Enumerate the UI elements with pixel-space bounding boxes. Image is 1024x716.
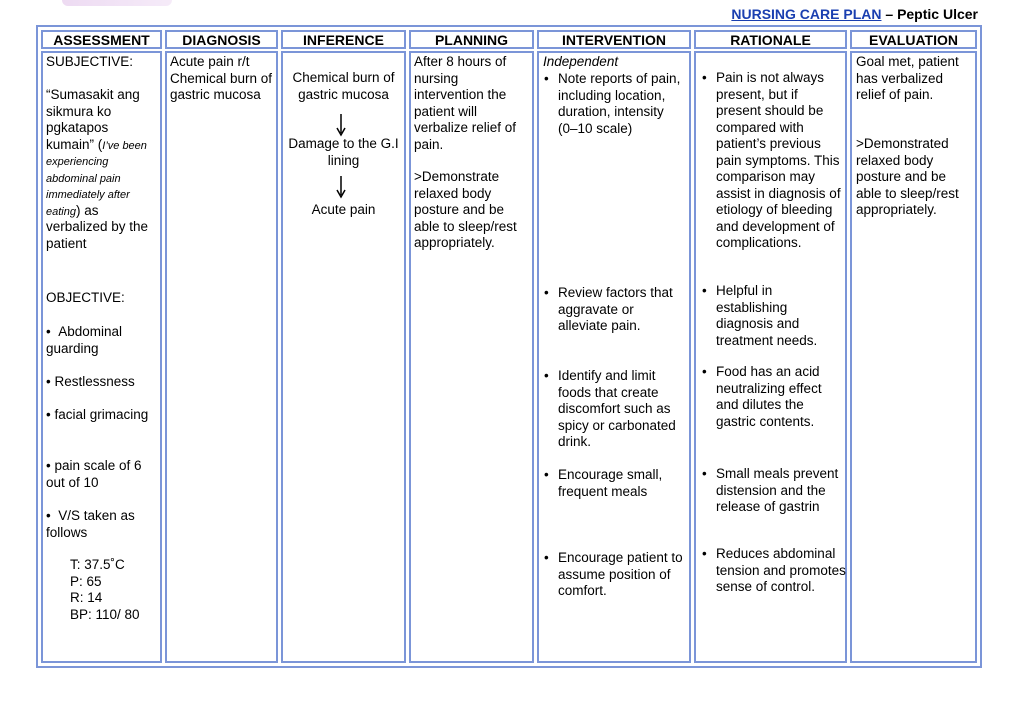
patient-quote: “Sumasakit ang sikmura ko pgkatapos kumain” ( [46, 87, 140, 152]
rationale-item: • Helpful in establishing diagnosis and treatment needs. [700, 283, 846, 349]
subjective-data [46, 87, 158, 252]
page-title [731, 6, 978, 22]
intervention-label: Independent [543, 54, 619, 69]
title-link[interactable]: NURSING CARE PLAN [731, 6, 882, 22]
title-separator: – [881, 6, 898, 22]
objective-label: OBJECTIVE: [46, 290, 125, 305]
title-subject: Peptic Ulcer [897, 6, 978, 22]
vital-blood-pressure: BP: 110/ 80 [70, 606, 140, 622]
quote-attribution: ) as verbalized by the patient [46, 202, 149, 251]
evaluation-outcome: >Demonstrated relaxed body posture and be able to sleep/rest appropriately. [856, 136, 959, 217]
intervention-item: • Encourage patient to assume position of comfort. [542, 550, 687, 600]
header-inference: INFERENCE [281, 30, 406, 49]
vital-pulse: P: 65 [70, 573, 102, 589]
header-evaluation: EVALUATION [850, 30, 977, 49]
header-planning: PLANNING [409, 30, 534, 49]
vital-respiration: R: 14 [70, 590, 103, 605]
inference-step-2: Damage to the G.I lining [288, 136, 399, 168]
header-diagnosis: DIAGNOSIS [165, 30, 278, 49]
arrow-down-icon [335, 175, 347, 199]
objective-item: • Abdominal guarding [46, 324, 123, 356]
rationale-item: • Small meals prevent distension and the release of gastrin [700, 466, 846, 516]
rationale-item: • Reduces abdominal tension and promotes sense of control. [700, 546, 846, 596]
header-intervention: INTERVENTION [537, 30, 691, 49]
decorative-logo-strip [62, 0, 172, 6]
vital-signs [70, 557, 160, 623]
vital-temperature: T: 37.5˚C [70, 557, 125, 572]
objective-item: • V/S taken as follows [46, 508, 135, 540]
header-rationale: RATIONALE [694, 30, 847, 49]
arrow-down-icon [335, 113, 347, 137]
rationale-item: • Pain is not always present, but if present should be compared with patient’s previous pain symptoms. This comparison may assist in diagnosis of etiology of bleeding and development of complications. [700, 70, 846, 252]
nursing-diagnosis: Acute pain r/t Chemical burn of gastric mucosa [170, 54, 273, 102]
header-assessment: ASSESSMENT [41, 30, 162, 49]
quote-translation: I’ve been experiencing abdominal pain immediately after eating [46, 139, 147, 218]
planning-outcome: >Demonstrate relaxed body posture and be able to sleep/rest appropriately. [414, 169, 517, 250]
intervention-item: • Identify and limit foods that create discomfort such as spicy or carbonated drink. [542, 368, 687, 451]
evaluation-goal: Goal met, patient has verbalized relief of pain. [856, 54, 959, 102]
inference-step-3: Acute pain [311, 202, 376, 217]
objective-item: • facial grimacing [46, 407, 149, 422]
intervention-item: • Encourage small, frequent meals [542, 467, 687, 500]
inference-step-1: Chemical burn of gastric mucosa [292, 70, 395, 102]
intervention-item: • Note reports of pain, including location, duration, intensity (0–10 scale) [542, 71, 687, 137]
intervention-item: • Review factors that aggravate or alleviate pain. [542, 285, 687, 335]
rationale-item: • Food has an acid neutralizing effect and dilutes the gastric contents. [700, 364, 846, 430]
subjective-label: SUBJECTIVE: [46, 54, 134, 69]
planning-goal: After 8 hours of nursing intervention the patient will verbalize relief of pain. [414, 54, 517, 152]
cell-diagnosis [165, 51, 278, 663]
objective-item: • Restlessness [46, 374, 135, 389]
objective-item: • pain scale of 6 out of 10 [46, 458, 142, 490]
